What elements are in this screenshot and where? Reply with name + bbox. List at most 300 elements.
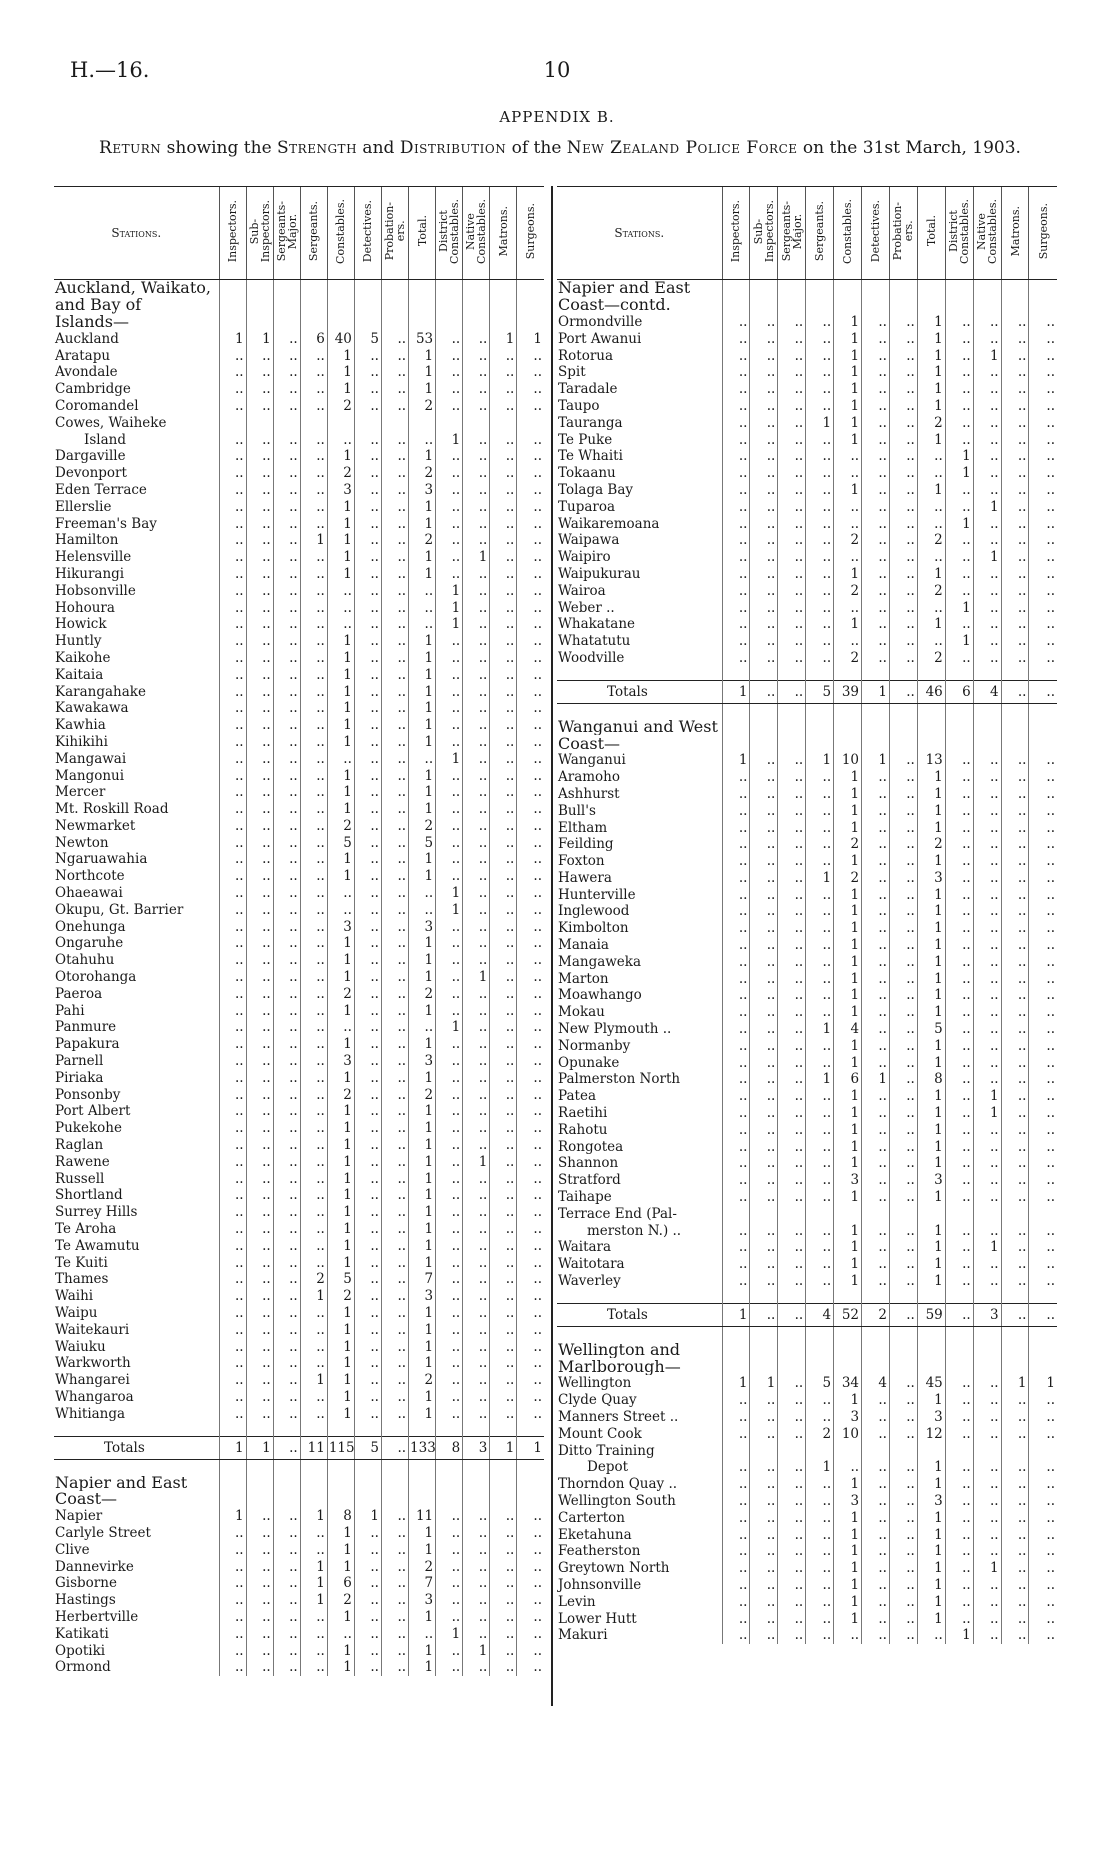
count-cell: .. (463, 750, 490, 767)
count-cell: 1 (834, 1155, 862, 1172)
count-cell: .. (300, 734, 327, 751)
table-row (54, 1086, 544, 1103)
count-cell: .. (300, 1137, 327, 1154)
count-cell: 1 (300, 1372, 327, 1389)
count-cell: .. (463, 1053, 490, 1070)
count-cell: .. (862, 398, 890, 415)
count-cell: .. (945, 903, 973, 920)
count-cell: .. (463, 666, 490, 683)
count-cell: 1 (834, 1476, 862, 1493)
count-cell: .. (273, 918, 300, 935)
count-cell: .. (806, 1256, 834, 1273)
count-cell: .. (517, 1338, 544, 1355)
count-cell: .. (945, 616, 973, 633)
count-cell: .. (750, 1476, 778, 1493)
count-cell: .. (806, 1493, 834, 1510)
count-cell: .. (300, 1541, 327, 1558)
count-cell (490, 280, 517, 297)
count-cell: 11 (300, 1437, 327, 1460)
count-cell: .. (219, 1237, 246, 1254)
count-cell: .. (973, 1155, 1001, 1172)
count-cell: .. (409, 885, 436, 902)
count-cell: .. (517, 784, 544, 801)
table-row (557, 1476, 1057, 1493)
count-cell: .. (463, 885, 490, 902)
count-cell: .. (463, 784, 490, 801)
count-cell: .. (381, 1204, 408, 1221)
count-cell: .. (463, 683, 490, 700)
count-cell: 3 (409, 482, 436, 499)
column-header-label: Probation- ers. (891, 201, 916, 261)
count-cell: 2 (806, 1425, 834, 1442)
count-cell: .. (1029, 870, 1057, 887)
count-cell (722, 1341, 750, 1358)
count-cell: 133 (409, 1437, 436, 1460)
count-cell: .. (889, 937, 917, 954)
count-cell: .. (834, 448, 862, 465)
count-cell: .. (354, 633, 381, 650)
count-cell: .. (517, 1508, 544, 1525)
count-cell (945, 1358, 973, 1375)
count-cell: .. (1029, 1138, 1057, 1155)
count-cell: .. (1001, 1577, 1029, 1594)
count-cell: .. (246, 1221, 273, 1238)
count-cell: .. (300, 1002, 327, 1019)
count-cell: .. (354, 1609, 381, 1626)
count-cell: .. (300, 1321, 327, 1338)
count-cell: .. (722, 448, 750, 465)
count-cell: .. (463, 935, 490, 952)
count-cell: 1 (834, 330, 862, 347)
table-row (557, 752, 1057, 769)
count-cell: .. (1001, 1493, 1029, 1510)
count-cell: .. (354, 868, 381, 885)
station-name: Wanganui (558, 752, 626, 769)
count-cell: .. (300, 851, 327, 868)
count-cell: .. (273, 1575, 300, 1592)
count-cell: .. (517, 1321, 544, 1338)
count-cell: 1 (917, 381, 945, 398)
count-cell: .. (945, 1071, 973, 1088)
count-cell: .. (219, 566, 246, 583)
column-header (354, 187, 381, 280)
count-cell: .. (463, 1288, 490, 1305)
count-cell: .. (300, 767, 327, 784)
count-cell: 1 (327, 1642, 354, 1659)
count-cell: 1 (722, 1375, 750, 1392)
count-cell: .. (300, 1237, 327, 1254)
table-row (557, 1577, 1057, 1594)
count-cell: .. (722, 1459, 750, 1476)
count-cell: .. (889, 970, 917, 987)
count-cell: .. (354, 1120, 381, 1137)
count-cell: .. (1029, 414, 1057, 431)
station-name: Whangaroa (55, 1388, 134, 1405)
count-cell: .. (973, 532, 1001, 549)
count-cell: .. (436, 1271, 463, 1288)
count-cell: .. (381, 885, 408, 902)
count-cell: .. (889, 681, 917, 704)
count-cell: 1 (409, 1187, 436, 1204)
count-cell: .. (750, 769, 778, 786)
table-row (557, 1037, 1057, 1054)
count-cell: .. (945, 1088, 973, 1105)
count-cell: .. (246, 834, 273, 851)
count-cell: .. (834, 1627, 862, 1644)
count-cell: .. (722, 1239, 750, 1256)
count-cell: .. (246, 1642, 273, 1659)
count-cell: .. (219, 1575, 246, 1592)
district-name: and Bay of (55, 296, 142, 314)
count-cell: .. (246, 1271, 273, 1288)
count-cell: 1 (917, 886, 945, 903)
count-cell: .. (381, 566, 408, 583)
count-cell: 115 (327, 1437, 354, 1460)
count-cell: .. (862, 364, 890, 381)
count-cell: .. (889, 1138, 917, 1155)
count-cell: .. (889, 482, 917, 499)
count-cell: .. (517, 834, 544, 851)
count-cell: .. (436, 1389, 463, 1406)
table-row (557, 616, 1057, 633)
count-cell: .. (381, 1170, 408, 1187)
count-cell: .. (889, 819, 917, 836)
count-cell: .. (973, 836, 1001, 853)
count-cell: .. (778, 786, 806, 803)
count-cell: .. (273, 851, 300, 868)
count-cell: .. (750, 482, 778, 499)
count-cell: .. (490, 1625, 517, 1642)
count-cell: .. (300, 1221, 327, 1238)
count-cell: .. (862, 819, 890, 836)
count-cell (436, 280, 463, 297)
count-cell: .. (917, 448, 945, 465)
count-cell: .. (750, 330, 778, 347)
count-cell: .. (1001, 1560, 1029, 1577)
count-cell (490, 1422, 517, 1437)
count-cell: 1 (834, 1222, 862, 1239)
count-cell: .. (778, 599, 806, 616)
count-cell: .. (517, 750, 544, 767)
count-cell: .. (1029, 1543, 1057, 1560)
count-cell: .. (806, 330, 834, 347)
count-cell: .. (246, 801, 273, 818)
count-cell: 1 (327, 767, 354, 784)
count-cell: .. (862, 769, 890, 786)
station-name: Kaitaia (55, 666, 104, 683)
station-name: Eltham (558, 819, 608, 836)
table-row (557, 1392, 1057, 1409)
count-cell: .. (219, 1288, 246, 1305)
count-cell (409, 280, 436, 297)
count-cell: .. (806, 482, 834, 499)
count-cell: .. (354, 767, 381, 784)
count-cell: .. (806, 465, 834, 482)
count-cell: .. (945, 549, 973, 566)
count-cell (1029, 1358, 1057, 1375)
count-cell: .. (354, 1019, 381, 1036)
count-cell (778, 735, 806, 752)
count-cell (1029, 1341, 1057, 1358)
count-cell: .. (517, 1541, 544, 1558)
station-name: Surrey Hills (55, 1204, 138, 1221)
count-cell: .. (806, 582, 834, 599)
count-cell: .. (862, 1054, 890, 1071)
count-cell: .. (889, 650, 917, 667)
count-cell (1001, 704, 1029, 719)
count-cell: 53 (409, 330, 436, 347)
count-cell (381, 314, 408, 331)
count-cell: .. (246, 347, 273, 364)
table-row (54, 1405, 544, 1422)
count-cell (490, 1474, 517, 1491)
count-cell: .. (273, 1103, 300, 1120)
column-header-label: District Constables. (437, 198, 462, 264)
count-cell: .. (300, 448, 327, 465)
count-cell: .. (722, 786, 750, 803)
count-cell: .. (246, 1053, 273, 1070)
count-cell: 1 (917, 853, 945, 870)
count-cell: .. (436, 1221, 463, 1238)
count-cell: 2 (862, 1304, 890, 1327)
district-name: Coast— (558, 735, 621, 752)
count-cell: .. (1029, 381, 1057, 398)
count-cell (273, 297, 300, 314)
count-cell: 1 (1029, 1375, 1057, 1392)
count-cell: 4 (862, 1375, 890, 1392)
count-cell: 1 (490, 1437, 517, 1460)
station-name: Mercer (55, 784, 106, 801)
count-cell: .. (806, 786, 834, 803)
count-cell: .. (806, 1105, 834, 1122)
count-cell: .. (219, 1271, 246, 1288)
count-cell: .. (490, 1137, 517, 1154)
count-cell: .. (273, 364, 300, 381)
count-cell: .. (750, 616, 778, 633)
count-cell: .. (778, 549, 806, 566)
count-cell (973, 735, 1001, 752)
count-cell: .. (778, 1155, 806, 1172)
count-cell: .. (1001, 1392, 1029, 1409)
count-cell: .. (300, 717, 327, 734)
table-row (557, 1375, 1057, 1392)
count-cell: 2 (409, 1558, 436, 1575)
count-cell: .. (1001, 1155, 1029, 1172)
count-cell: .. (381, 1525, 408, 1542)
count-cell: .. (490, 918, 517, 935)
count-cell: 1 (409, 1153, 436, 1170)
count-cell: .. (273, 1659, 300, 1676)
station-name: Avondale (55, 364, 118, 381)
count-cell: .. (300, 347, 327, 364)
count-cell: .. (1001, 886, 1029, 903)
count-cell: .. (490, 1002, 517, 1019)
count-cell (246, 1460, 273, 1475)
table-row (54, 1221, 544, 1238)
count-cell: 11 (409, 1508, 436, 1525)
count-cell: .. (354, 969, 381, 986)
count-cell: 3 (409, 1592, 436, 1609)
count-cell: .. (463, 1002, 490, 1019)
count-cell: 1 (945, 465, 973, 482)
table-row (54, 1389, 544, 1406)
count-cell: 1 (436, 1625, 463, 1642)
count-cell: 3 (327, 918, 354, 935)
count-cell (917, 1205, 945, 1222)
count-cell (778, 1289, 806, 1304)
count-cell: .. (917, 1627, 945, 1644)
count-cell: .. (973, 953, 1001, 970)
count-cell: .. (517, 1069, 544, 1086)
count-cell: 1 (917, 1105, 945, 1122)
count-cell (945, 1327, 973, 1342)
count-cell: .. (246, 599, 273, 616)
totals-row (54, 1437, 544, 1460)
count-cell: .. (973, 752, 1001, 769)
station-name: Waipu (55, 1305, 98, 1321)
count-cell: .. (722, 330, 750, 347)
count-cell: .. (300, 549, 327, 566)
count-cell: .. (862, 953, 890, 970)
count-cell: .. (973, 582, 1001, 599)
count-cell: .. (354, 1592, 381, 1609)
count-cell: 5 (327, 834, 354, 851)
count-cell: .. (354, 666, 381, 683)
count-cell: .. (1001, 1222, 1029, 1239)
count-cell: .. (889, 953, 917, 970)
station-name: Devonport (55, 465, 127, 482)
count-cell: .. (219, 498, 246, 515)
table-row (54, 1321, 544, 1338)
count-cell: .. (945, 1105, 973, 1122)
table-row (54, 1019, 544, 1036)
count-cell: 1 (834, 1610, 862, 1627)
count-cell: .. (490, 1405, 517, 1422)
count-cell: .. (300, 868, 327, 885)
count-cell (834, 704, 862, 719)
count-cell: .. (381, 482, 408, 499)
count-cell: .. (463, 901, 490, 918)
count-cell: .. (354, 599, 381, 616)
count-cell: .. (806, 1054, 834, 1071)
count-cell: .. (517, 364, 544, 381)
count-cell: 1 (327, 1237, 354, 1254)
count-cell: .. (273, 1137, 300, 1154)
count-cell: .. (381, 616, 408, 633)
count-cell: .. (409, 901, 436, 918)
count-cell: .. (246, 1659, 273, 1676)
count-cell: .. (1001, 1543, 1029, 1560)
count-cell: .. (973, 769, 1001, 786)
count-cell: .. (750, 870, 778, 887)
count-cell: .. (945, 970, 973, 987)
count-cell (750, 1442, 778, 1459)
table-row (557, 769, 1057, 786)
count-cell: .. (889, 1560, 917, 1577)
station-name: Mount Cook (558, 1425, 642, 1442)
count-cell: .. (750, 836, 778, 853)
count-cell: .. (722, 853, 750, 870)
count-cell: .. (246, 398, 273, 415)
count-cell: .. (381, 1609, 408, 1626)
count-cell: 4 (834, 1021, 862, 1038)
count-cell: .. (381, 1659, 408, 1676)
count-cell (436, 297, 463, 314)
count-cell: .. (973, 1593, 1001, 1610)
count-cell: .. (463, 515, 490, 532)
station-name: Palmerston North (558, 1071, 681, 1088)
table-body (557, 280, 1057, 1644)
count-cell: .. (973, 633, 1001, 650)
count-cell: .. (806, 347, 834, 364)
count-cell: .. (889, 886, 917, 903)
count-cell: .. (490, 1086, 517, 1103)
count-cell: .. (806, 1610, 834, 1627)
count-cell: .. (862, 1526, 890, 1543)
count-cell: .. (246, 1389, 273, 1406)
count-cell: .. (1029, 1304, 1057, 1327)
count-cell: .. (973, 515, 1001, 532)
count-cell: .. (1029, 786, 1057, 803)
count-cell: .. (300, 1069, 327, 1086)
count-cell: .. (219, 1221, 246, 1238)
count-cell: .. (273, 683, 300, 700)
count-cell: .. (463, 818, 490, 835)
count-cell: .. (722, 1526, 750, 1543)
count-cell: .. (273, 885, 300, 902)
count-cell: 1 (436, 616, 463, 633)
count-cell: .. (273, 1405, 300, 1422)
station-name: Stratford (558, 1172, 621, 1189)
count-cell: .. (273, 398, 300, 415)
count-cell: .. (490, 1642, 517, 1659)
count-cell (889, 1205, 917, 1222)
count-cell: .. (517, 985, 544, 1002)
table-row (54, 515, 544, 532)
count-cell: .. (354, 1137, 381, 1154)
count-cell: .. (889, 1037, 917, 1054)
count-cell (219, 1491, 246, 1508)
title-part: on the 31st March, 1903. (797, 138, 1021, 158)
count-cell: .. (945, 819, 973, 836)
count-cell: 1 (917, 566, 945, 583)
table-row (557, 482, 1057, 499)
count-cell: .. (1029, 1577, 1057, 1594)
count-cell (806, 1327, 834, 1342)
count-cell: 1 (327, 952, 354, 969)
station-name: Te Kuiti (55, 1254, 108, 1271)
count-cell: .. (778, 582, 806, 599)
district-heading-row (54, 297, 544, 314)
count-cell: .. (1001, 987, 1029, 1004)
count-cell: .. (219, 683, 246, 700)
count-cell: .. (862, 1493, 890, 1510)
table-row (557, 937, 1057, 954)
count-cell (722, 735, 750, 752)
count-cell: .. (517, 700, 544, 717)
count-cell: .. (273, 801, 300, 818)
count-cell: .. (889, 448, 917, 465)
count-cell: .. (517, 1221, 544, 1238)
count-cell: .. (219, 364, 246, 381)
table-row (557, 987, 1057, 1004)
count-cell: .. (354, 1625, 381, 1642)
count-cell (1029, 1289, 1057, 1304)
count-cell: 1 (834, 431, 862, 448)
count-cell: 1 (409, 868, 436, 885)
table-row (557, 381, 1057, 398)
district-name: Napier and East (558, 279, 691, 297)
